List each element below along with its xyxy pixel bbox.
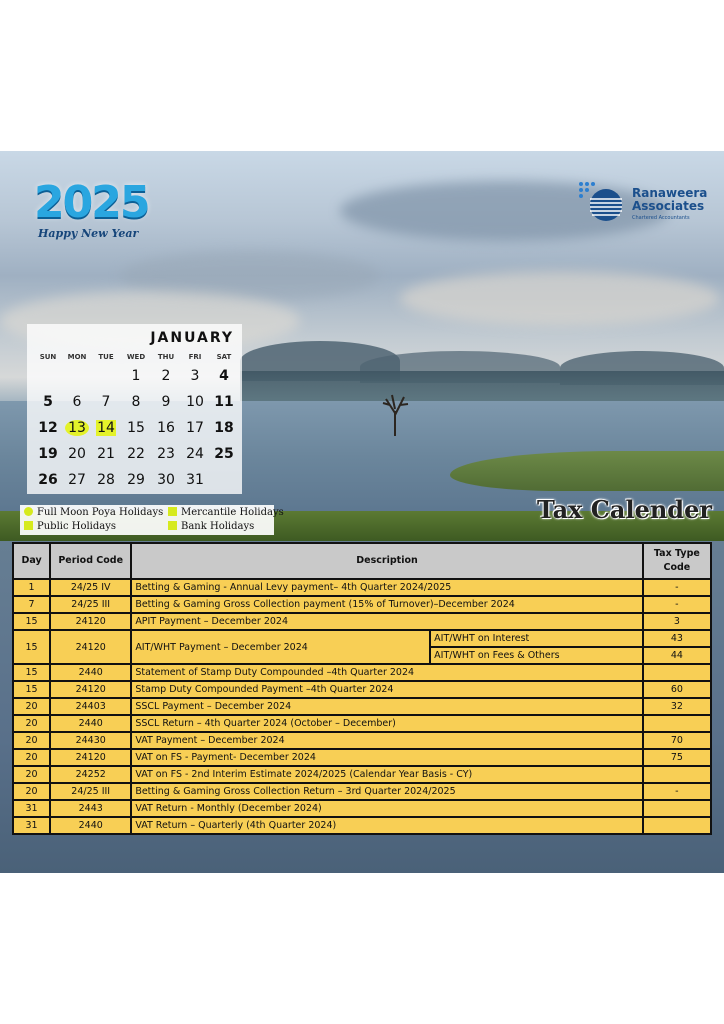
- month-calendar: [27, 324, 242, 494]
- calendar-day: 7: [101, 394, 111, 410]
- calendar-day: 15: [127, 420, 145, 436]
- calendar-day: 5: [43, 394, 53, 410]
- table-row: 31 2440 VAT Return – Quarterly (4th Quarter 2024): [13, 817, 711, 834]
- calendar-day: 28: [97, 472, 115, 488]
- column-header-description: Description: [131, 543, 642, 579]
- calendar-day: 13: [62, 418, 92, 438]
- calendar-day: 31: [186, 472, 204, 488]
- calendar-day: 1: [131, 368, 141, 384]
- calendar-day: 27: [68, 472, 86, 488]
- calendar-day: 18: [214, 420, 234, 436]
- calendar-day: 24: [186, 446, 204, 462]
- calendar-day: 6: [72, 394, 82, 410]
- calendar-day: 25: [214, 446, 234, 462]
- calendar-day: 16: [157, 420, 175, 436]
- calendar-day: 9: [161, 394, 171, 410]
- dow-label: WED: [126, 353, 146, 361]
- calendar-day: 30: [157, 472, 175, 488]
- brand-name: Ranaweera Associates: [632, 186, 708, 213]
- legend-mercantile: Mercantile Holidays: [168, 507, 284, 518]
- legend-bank: Bank Holidays: [168, 521, 254, 532]
- dow-label: MON: [67, 353, 87, 361]
- dead-tree-icon: [380, 391, 410, 436]
- table-row: 20 24/25 III Betting & Gaming Gross Collection Return – 3rd Quarter 2024/2025 -: [13, 783, 711, 800]
- calendar-day: 26: [38, 472, 58, 488]
- calendar-day: 17: [186, 420, 204, 436]
- column-header-day: Day: [13, 543, 50, 579]
- table-row: 15 24120 APIT Payment – December 2024 3: [13, 613, 711, 630]
- brand-subtitle: Chartered Accountants: [632, 215, 690, 221]
- logo-mark-icon: [576, 179, 628, 225]
- dow-label: THU: [157, 353, 175, 361]
- calendar-day: 20: [68, 446, 86, 462]
- calendar-day: 12: [38, 420, 58, 436]
- dow-label: SUN: [39, 353, 57, 361]
- table-row: 20 2440 SSCL Return – 4th Quarter 2024 (October – December): [13, 715, 711, 732]
- calendar-day: 21: [97, 446, 115, 462]
- column-header-period: Period Code: [50, 543, 131, 579]
- calendar-day: 2: [161, 368, 171, 384]
- poster-title: Tax Calender: [537, 495, 712, 524]
- table-row: 1 24/25 IV Betting & Gaming - Annual Levy payment– 4th Quarter 2024/2025 -: [13, 579, 711, 596]
- calendar-month: JANUARY: [150, 330, 234, 346]
- dow-label: FRI: [188, 353, 202, 361]
- calendar-day: 11: [214, 394, 234, 410]
- table-row: 15 24120 AIT/WHT Payment – December 2024 AIT/WHT on Interest 43: [13, 630, 711, 647]
- calendar-day: 8: [131, 394, 141, 410]
- calendar-day: 3: [190, 368, 200, 384]
- table-row: 20 24430 VAT Payment – December 2024 70: [13, 732, 711, 749]
- calendar-day: 19: [38, 446, 58, 462]
- year-heading: 2025: [34, 177, 149, 228]
- company-logo: [576, 179, 708, 229]
- dow-label: SAT: [216, 353, 232, 361]
- column-header-tax-type: Tax Type Code: [643, 543, 711, 579]
- legend-poya: Full Moon Poya Holidays: [24, 507, 163, 518]
- tax-calendar-poster: [0, 151, 724, 873]
- calendar-day: 14: [97, 420, 115, 436]
- table-row: 7 24/25 III Betting & Gaming Gross Collection payment (15% of Turnover)–December 2024 -: [13, 596, 711, 613]
- table-row: 15 24120 Stamp Duty Compounded Payment –4th Quarter 2024 60: [13, 681, 711, 698]
- tax-schedule-table: [12, 542, 712, 835]
- legend-public: Public Holidays: [24, 521, 116, 532]
- dow-label: TUE: [98, 353, 114, 361]
- table-row: 20 24403 SSCL Payment – December 2024 32: [13, 698, 711, 715]
- calendar-day: 22: [127, 446, 145, 462]
- table-row: 20 24252 VAT on FS - 2nd Interim Estimate 2024/2025 (Calendar Year Basis - CY): [13, 766, 711, 783]
- calendar-day: 23: [157, 446, 175, 462]
- calendar-day: 10: [186, 394, 204, 410]
- table-row: 31 2443 VAT Return - Monthly (December 2024): [13, 800, 711, 817]
- table-row: AIT/WHT on Fees & Others 44: [13, 647, 711, 664]
- calendar-day: 29: [127, 472, 145, 488]
- holiday-legend: [20, 505, 284, 535]
- greeting-text: Happy New Year: [38, 227, 139, 240]
- table-row: 20 24120 VAT on FS - Payment- December 2024 75: [13, 749, 711, 766]
- table-row: 15 2440 Statement of Stamp Duty Compounded –4th Quarter 2024: [13, 664, 711, 681]
- calendar-day: 4: [219, 368, 229, 384]
